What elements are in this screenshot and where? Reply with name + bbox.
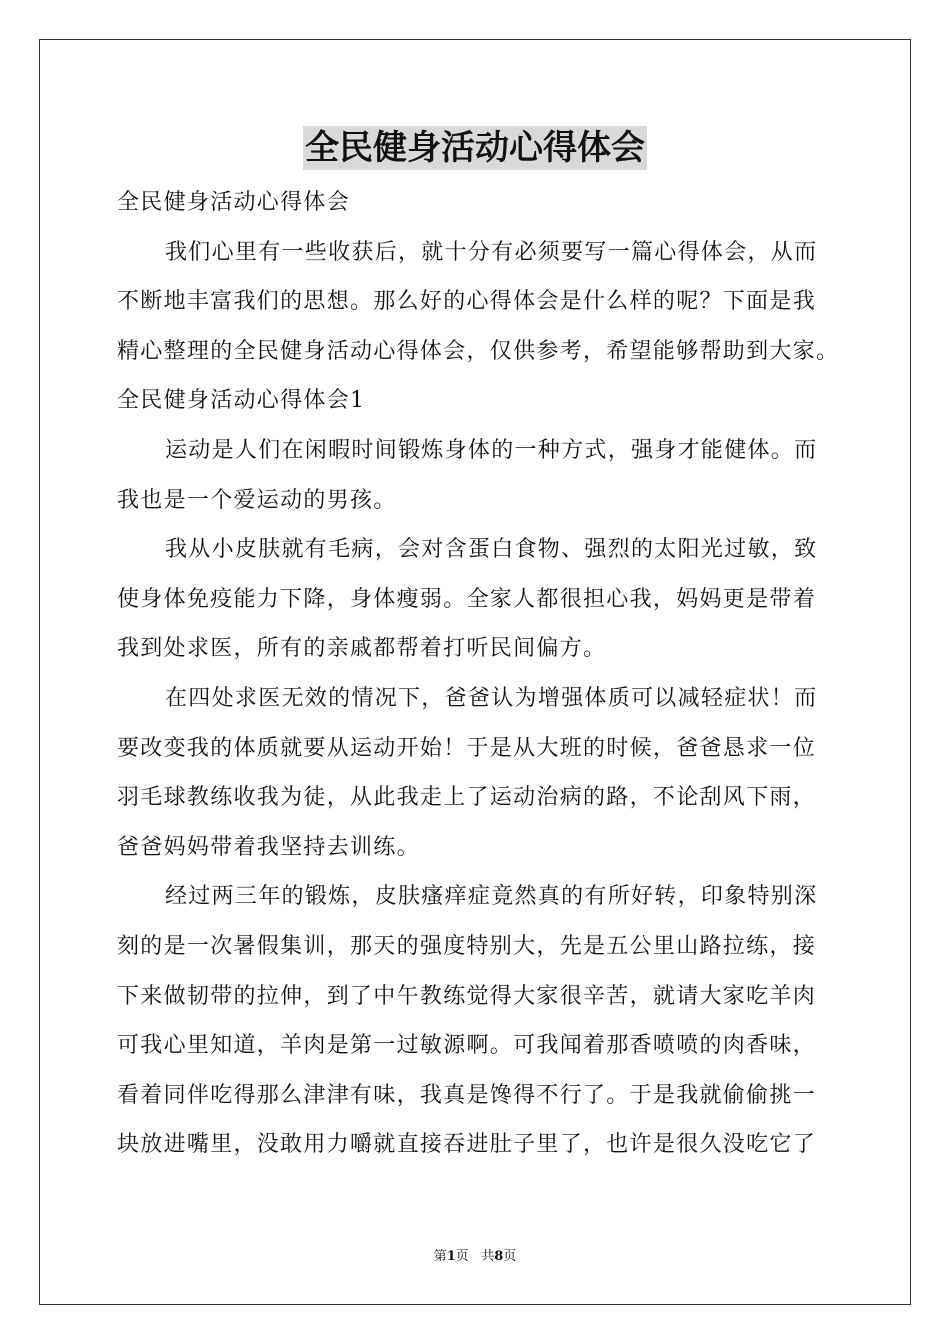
text-line: 看着同伴吃得那么津津有味，我真是馋得不行了。于是我就偷偷挑一	[117, 1082, 817, 1108]
text-line: 羽毛球教练收我为徒，从此我走上了运动治病的路，不论刮风下雨，	[117, 785, 817, 811]
text-line: 我也是一个爱运动的男孩。	[117, 487, 397, 513]
text-line: 下来做韧带的拉伸，到了中午教练觉得大家很辛苦，就请大家吃羊肉	[117, 983, 817, 1009]
text-line: 运动是人们在闲暇时间锻炼身体的一种方式，强身才能健体。而	[165, 437, 818, 463]
footer-page-suffix: 页	[455, 1249, 469, 1264]
footer-page-current: 1	[446, 1249, 456, 1264]
document-title: 全民健身活动心得体会	[305, 128, 645, 168]
text-line: 要改变我的体质就要从运动开始！于是从大班的时候，爸爸恳求一位	[117, 735, 817, 761]
title-container	[0, 126, 950, 170]
footer-total-prefix: 共	[481, 1249, 495, 1264]
text-line: 全民健身活动心得体会1	[117, 388, 366, 414]
text-line: 精心整理的全民健身活动心得体会，仅供参考，希望能够帮助到大家。	[117, 338, 840, 364]
footer-total-suffix: 页	[503, 1249, 517, 1264]
text-line: 我们心里有一些收获后，就十分有必须要写一篇心得体会，从而	[165, 239, 818, 265]
text-line: 块放进嘴里，没敢用力嚼就直接吞进肚子里了，也许是很久没吃它了	[117, 1132, 817, 1158]
text-line: 可我心里知道，羊肉是第一过敏源啊。可我闻着那香喷喷的肉香味，	[117, 1033, 817, 1059]
text-line: 经过两三年的锻炼，皮肤瘙痒症竟然真的有所好转，印象特别深	[165, 884, 818, 910]
text-line: 我从小皮肤就有毛病，会对含蛋白食物、强烈的太阳光过敏，致	[165, 537, 818, 563]
text-line: 不断地丰富我们的思想。那么好的心得体会是什么样的呢？下面是我	[117, 289, 817, 315]
document-body	[117, 178, 847, 1170]
text-line: 使身体免疫能力下降，身体瘦弱。全家人都很担心我，妈妈更是带着	[117, 586, 817, 612]
footer-page-prefix: 第	[433, 1249, 447, 1264]
text-line: 我到处求医，所有的亲戚都帮着打听民间偏方。	[117, 636, 607, 662]
page-footer	[0, 1245, 950, 1264]
footer-page-total: 8	[494, 1249, 504, 1264]
text-line: 全民健身活动心得体会	[117, 190, 351, 215]
text-line: 在四处求医无效的情况下，爸爸认为增强体质可以减轻症状！而	[165, 685, 818, 711]
text-line: 爸爸妈妈带着我坚持去训练。	[117, 834, 420, 860]
text-line: 刻的是一次暑假集训，那天的强度特别大，先是五公里山路拉练，接	[117, 933, 817, 959]
